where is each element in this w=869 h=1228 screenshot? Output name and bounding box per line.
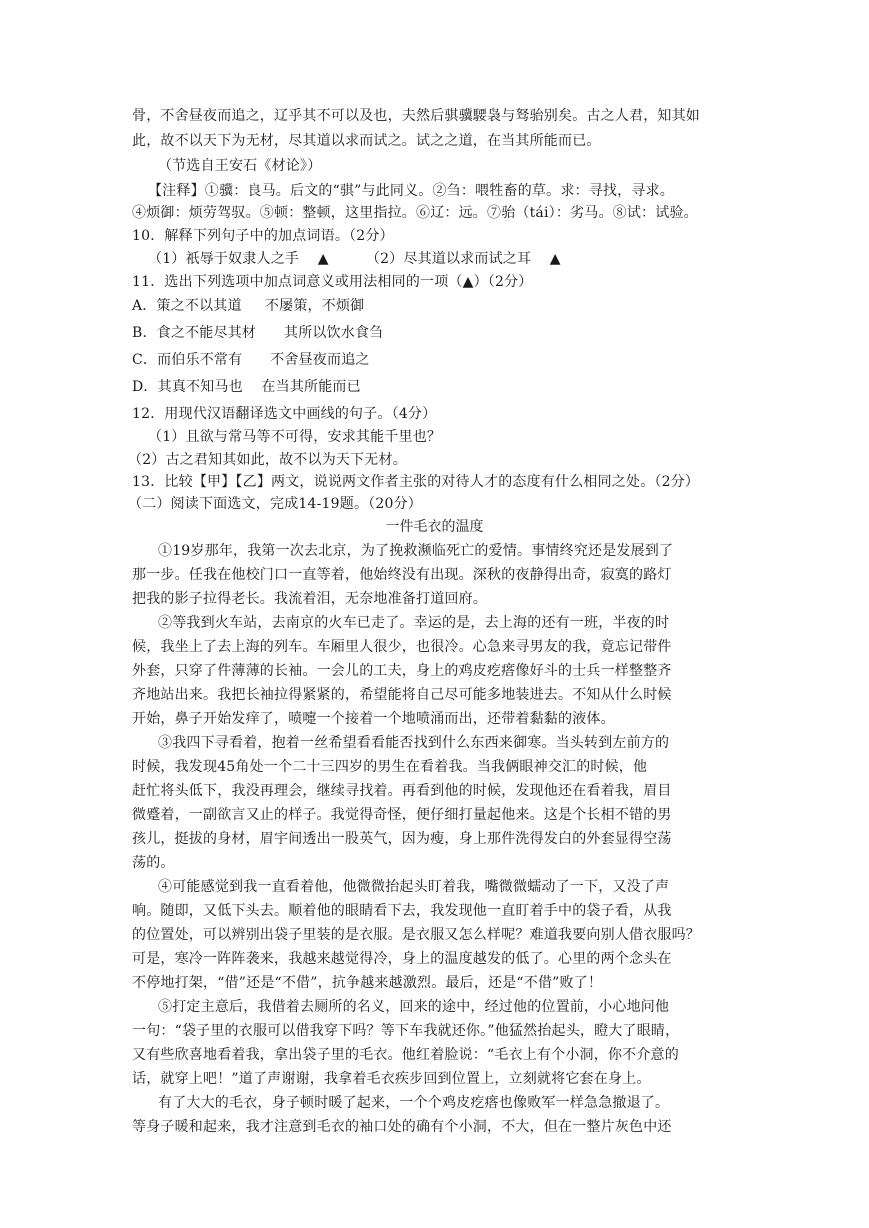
article-title: 一件毛衣的温度	[385, 519, 484, 535]
paragraph-line: ③我四下寻看着，抱着一丝希望看看能否找到什么东西来御寒。当头转到左前方的	[158, 735, 670, 751]
option-d: D．其真不知马也 在当其所能而已	[132, 379, 361, 395]
option-b: B．食之不能尽其材 其所以饮水食刍	[132, 325, 384, 341]
section-heading: （二）阅读下面选文，完成14-19题。（20分）	[128, 496, 422, 512]
text-line: 此，故不以天下为无材，尽其道以求而试之。试之之道，在当其所能而已。	[132, 133, 601, 149]
paragraph-line: 有了大大的毛衣，身子顿时暖了起来，一个个鸡皮疙瘩也像败军一样急急撤退了。	[158, 1095, 670, 1111]
paragraph-line: ②等我到火车站，去南京的火车已走了。幸运的是，去上海的还有一班，半夜的时	[158, 615, 670, 631]
option-a: A．策之不以其道 不屡策，不烦御	[132, 298, 365, 314]
paragraph-line: 荡的。	[132, 855, 175, 871]
question-10: 10．解释下列句子中的加点词语。（2分）	[132, 228, 394, 244]
question-12: 12．用现代汉语翻译选文中画线的句子。（4分）	[132, 406, 437, 422]
question-10-items: （1）祇辱于奴隶人之手 ▲ （2）尽其道以求而试之耳 ▲	[148, 251, 561, 267]
question-12-item-1: （1）且欲与常马等不可得，安求其能千里也？	[148, 429, 442, 445]
paragraph-line: ④可能感觉到我一直看着他，他微微抬起头盯着我，嘴微微蠕动了一下，又没了声	[158, 879, 670, 895]
paragraph-line: 孩儿，挺拔的身材，眉宇间透出一股英气，因为瘦，身上那件洗得发白的外套显得空荡	[132, 831, 672, 847]
annotation-line: 【注释】①骥：良马。后文的“骐”与此同义。②刍：喂牲畜的草。求：寻找，寻求。	[148, 183, 674, 199]
paragraph-line: 时候，我发现45角处一个二十三四岁的男生在看着我。当我俩眼神交汇的时候，他	[132, 759, 648, 775]
annotation-line: ④烦御：烦劳驾驭。⑤顿：整顿，这里指拉。⑥辽：远。⑦骀（tái）：劣马。⑧试：试验。	[132, 205, 698, 221]
text-line: 骨，不舍昼夜而追之，辽乎其不可以及也，夫然后骐骥騕袅与驽骀别矣。古之人君，知其如	[132, 108, 700, 124]
source-note: （节选自王安石《材论》）	[158, 158, 322, 174]
paragraph-line: 那一步。任我在他校门口一直等着，他始终没有出现。深秋的夜静得出奇，寂寞的路灯	[132, 567, 672, 583]
paragraph-line: 开始，鼻子开始发痒了，喷嚏一个接着一个地喷涌而出，还带着黏黏的液体。	[132, 711, 615, 727]
question-13: 13．比较【甲】【乙】两文，说说两文作者主张的对待人才的态度有什么相同之处。（2分）	[132, 474, 700, 490]
paragraph-line: 齐地站出来。我把长袖拉得紧紧的，希望能将自己尽可能多地装进去。不知从什么时候	[132, 687, 672, 703]
paragraph-line: ①19岁那年，我第一次去北京，为了挽救濒临死亡的爱情。事情终究还是发展到了	[158, 543, 674, 559]
paragraph-line: 一句：“袋子里的衣服可以借我穿下吗？等下车我就还你。”他猛然抬起头，瞪大了眼睛，	[132, 1023, 680, 1039]
paragraph-line: 可是，寒冷一阵阵袭来，我越来越觉得冷，身上的温度越发的低了。心里的两个念头在	[132, 951, 672, 967]
paragraph-line: 又有些欣喜地看着我，拿出袋子里的毛衣。他红着脸说：“毛衣上有个小洞，你不介意的	[132, 1047, 679, 1063]
paragraph-line: 候，我坐上了去上海的列车。车厢里人很少，也很冷。心急来寻男友的我，竟忘记带件	[132, 639, 672, 655]
question-11: 11．选出下列选项中加点词意义或用法相同的一项（▲）（2分）	[132, 274, 533, 290]
option-c: C．而伯乐不常有 不舍昼夜而追之	[132, 352, 370, 368]
paragraph-line: 赶忙将头低下，我没再理会，继续寻找着。再看到他的时候，发现他还在看着我，眉目	[132, 783, 672, 799]
question-12-item-2: （2）古之君知其如此，故不以为天下无材。	[128, 452, 407, 468]
paragraph-line: 不停地打架，“借”还是“不借”，抗争越来越激烈。最后，还是“不借”败了！	[132, 975, 603, 991]
paragraph-line: 响。随即，又低下头去。顺着他的眼睛看下去，我发现他一直盯着手中的袋子看，从我	[132, 903, 672, 919]
paragraph-line: 话，就穿上吧！”道了声谢谢，我拿着毛衣疾步回到位置上，立刻就将它套在身上。	[132, 1071, 651, 1087]
paragraph-line: 把我的影子拉得老长。我流着泪，无奈地准备打道回府。	[132, 591, 487, 607]
paragraph-line: 外套，只穿了件薄薄的长袖。一会儿的工夫，身上的鸡皮疙瘩像好斗的士兵一样整整齐	[132, 663, 672, 679]
paragraph-line: 等身子暖和起来，我才注意到毛衣的袖口处的确有个小洞，不大，但在一整片灰色中还	[132, 1119, 672, 1135]
paragraph-line: 微蹙着，一副欲言又止的样子。我觉得奇怪，便仔细打量起他来。这是个长相不错的男	[132, 807, 672, 823]
paragraph-line: ⑤打定主意后，我借着去厕所的名义，回来的途中，经过他的位置前，小心地问他	[158, 999, 670, 1015]
paragraph-line: 的位置处，可以辨别出袋子里装的是衣服。是衣服又怎么样呢？难道我要向别人借衣服吗？	[132, 927, 700, 943]
